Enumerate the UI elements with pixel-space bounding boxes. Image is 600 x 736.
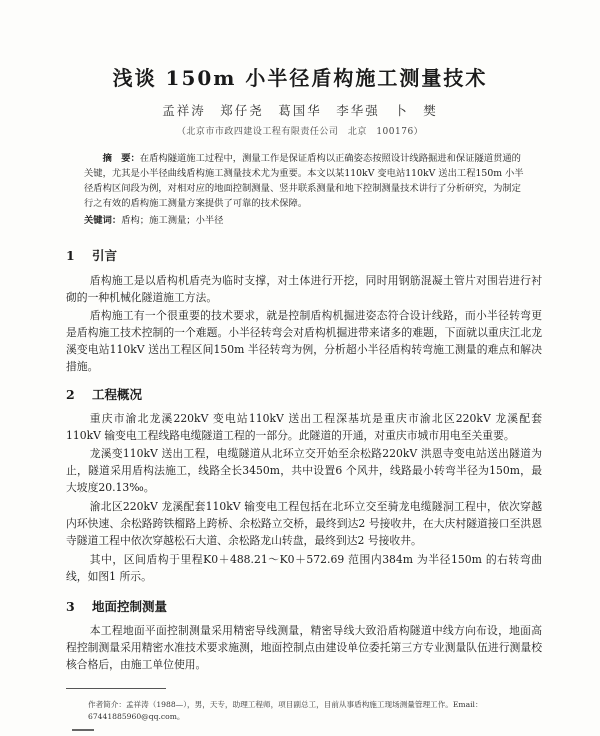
section-number: 1 xyxy=(66,248,75,263)
page-number-mark xyxy=(72,729,94,731)
keywords-text: 盾构；施工测量；小半径 xyxy=(121,215,224,226)
abstract-label: 摘 要： xyxy=(102,153,140,164)
author-footnote: 作者简介：孟祥涛（1988—），男，天专，助理工程师，项目副总工，目前从事盾构施工现场测量管理工作。Email：67441885960@qq.com。 xyxy=(88,700,483,721)
keywords xyxy=(84,212,524,226)
section-number: 3 xyxy=(66,599,75,614)
paper-title: 浅谈 150m 小半径盾构施工测量技术 xyxy=(112,66,488,90)
section-number: 2 xyxy=(66,387,75,402)
paragraph: 盾构施工是以盾构机盾壳为临时支撑，对土体进行开挖，同时用钢筋混凝土管片对围岩进行衬砌的一种机械化隧道施工方法。 xyxy=(66,274,542,304)
abstract-text: 在盾构隧道施工过程中，测量工作是保证盾构以正确姿态按照设计线路掘进和保证隧道贯通的关键，尤其是小半径曲线盾构施工测量技术尤为重要。本文以某110kV 变电站110kV 送出工程150m 小半径盾构区间段为例，对相对应的地面控制测量、竖井联系测量和地下控制测量技术讲行了分析研究，为制定行之有效的盾构施工测量方案提供了可靠的技术保障。 xyxy=(84,153,524,209)
paragraph: 重庆市渝北龙溪220kV 变电站110kV 送出工程深基坑是重庆市渝北区220kV 龙溪配套110kV 输变电工程线路电缆隧道工程的一部分。此隧道的开通，对重庆市城市用电至关重要。 xyxy=(66,412,542,442)
abstract xyxy=(84,151,524,211)
section-heading-project-overview xyxy=(66,385,142,403)
affiliation: （北京市市政四建设工程有限责任公司 北京 100176） xyxy=(176,127,424,137)
section-title: 地面控制测量 xyxy=(92,599,168,614)
section-heading-ground-control-survey xyxy=(66,597,167,615)
section-heading-introduction xyxy=(66,246,117,264)
paragraph: 盾构施工有一个很重要的技术要求，就是控制盾构机掘进姿态符合设计线路，而小半径转弯更是盾构施工技术控制的一个难题。小半径转弯会对盾构机掘进带来诸多的难题，下面就以重庆江北龙溪变电站110kV 送出工程区间150m 半径转弯为例，分析超小半径盾构转弯施工测量的难点和解决措施。 xyxy=(66,309,542,373)
paragraph: 其中，区间盾构于里程K0＋488.21～K0＋572.69 范围内384m 为半径150m 的右转弯曲线，如图1 所示。 xyxy=(66,553,542,583)
paragraph: 龙溪变110kV 送出工程，电缆隧道从北环立交开始至余松路220kV 洪恩寺变电站送出隧道为止，隧道采用盾构法施工，线路全长3450m，共中设置6 个风井，线路最小转弯半径为150m，最大坡度20.13‰。 xyxy=(66,447,542,494)
author-list: 孟祥涛 郑仔尧 葛国华 李华强 卜 樊 xyxy=(162,103,438,118)
section-title: 引言 xyxy=(92,248,118,263)
keywords-label: 关键词： xyxy=(84,215,122,226)
footnote-divider xyxy=(66,688,166,689)
paragraph: 本工程地面平面控制测量采用精密导线测量，精密导线大致沿盾构隧道中线方向布设，地面高程控制测量采用精密水准技术要求施测，地面控制点由建设单位委托第三方专业测量队伍进行测量校核合格后，由施工单位使用。 xyxy=(66,624,542,671)
section-title: 工程概况 xyxy=(92,387,143,402)
paragraph: 渝北区220kV 龙溪配套110kV 输变电工程包括在北环立交至骑龙电缆隧洞工程中，依次穿越内环快速、余松路跨铁榴路上跨桥、余松路立交桥，最终到达2 号接收井，在大庆村隧道接口至洪恩寺隧道工程中依次穿越松石大道、余松路龙山转盘，最终到达2 号接收井。 xyxy=(66,500,542,547)
